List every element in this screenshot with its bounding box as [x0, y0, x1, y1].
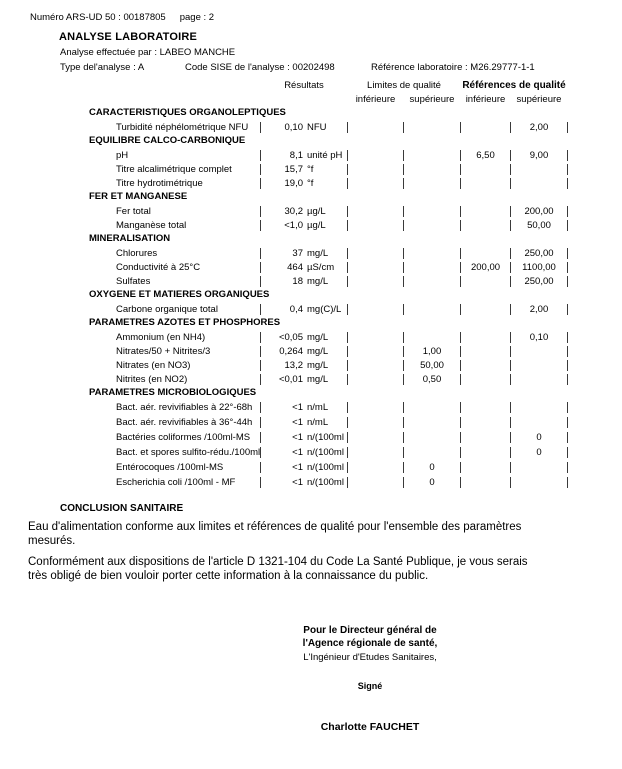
col-header-references: Références de qualité — [462, 80, 566, 91]
result-value: 18 — [292, 275, 303, 287]
column-divider — [460, 360, 461, 371]
section-header: CARACTERISTIQUES ORGANOLEPTIQUES — [89, 107, 286, 118]
table-row — [0, 162, 622, 176]
result-unit: mg/L — [307, 247, 329, 259]
reference-inferior-value: 6,50 — [476, 149, 495, 161]
column-divider — [460, 164, 461, 175]
table-row — [0, 204, 622, 218]
conclusion-p1-line2: mesurés. — [28, 534, 76, 547]
result-unit: µg/L — [307, 219, 326, 231]
column-divider — [403, 432, 404, 443]
result-value: <1 — [292, 402, 303, 413]
column-divider — [460, 332, 461, 343]
table-row — [0, 176, 622, 190]
parameter-label: Nitrates (en NO3) — [116, 359, 191, 371]
section-header: MINERALISATION — [89, 233, 171, 244]
reference-superior-value: 0,10 — [529, 331, 549, 343]
reference-superior-value: 250,00 — [524, 275, 554, 287]
column-divider — [347, 150, 348, 161]
column-divider — [347, 206, 348, 217]
result-value: 19,0 — [284, 177, 303, 189]
column-divider — [510, 402, 511, 413]
column-divider — [567, 206, 568, 217]
references-superior-header: supérieure — [516, 94, 562, 105]
limit-superior-value: 50,00 — [420, 359, 444, 371]
document-number-line — [30, 12, 214, 23]
table-row — [0, 400, 622, 415]
limits-superior-header: supérieure — [409, 94, 455, 105]
conclusion-paragraph-2 — [28, 556, 606, 583]
column-header-row — [0, 80, 622, 91]
column-divider — [403, 150, 404, 161]
sise-code: Code SISE de l'analyse : 00202498 — [185, 62, 335, 73]
page-number: page : 2 — [179, 12, 215, 23]
column-divider — [347, 276, 348, 287]
column-divider — [460, 178, 461, 189]
result-unit: n/(100ml — [307, 432, 344, 443]
column-divider — [347, 178, 348, 189]
parameter-label: Sulfates — [116, 275, 151, 287]
column-divider — [347, 248, 348, 259]
column-divider — [567, 150, 568, 161]
parameter-label: Carbone organique total — [116, 303, 218, 315]
column-divider — [567, 432, 568, 443]
result-unit: unité pH — [307, 149, 343, 161]
result-value: <0,05 — [278, 331, 303, 343]
limit-superior-value: 1,00 — [422, 345, 442, 357]
parameter-label: Entérocoques /100ml-MS — [116, 462, 224, 473]
column-divider — [403, 122, 404, 133]
reference-superior-value: 200,00 — [524, 205, 554, 217]
col-header-results: Résultats — [284, 80, 324, 91]
column-divider — [460, 248, 461, 259]
column-divider — [567, 402, 568, 413]
column-divider — [403, 417, 404, 428]
result-unit: mg/L — [307, 359, 329, 371]
result-unit: mg(C)/L — [307, 303, 342, 315]
parameter-label: Ammonium (en NH4) — [116, 331, 206, 343]
column-divider — [567, 248, 568, 259]
parameter-label: Manganèse total — [116, 219, 187, 231]
column-divider — [403, 164, 404, 175]
table-row — [0, 302, 622, 316]
column-divider — [460, 402, 461, 413]
result-unit: mg/L — [307, 373, 329, 385]
reference-superior-value: 2,00 — [529, 121, 549, 133]
column-divider — [567, 332, 568, 343]
signature-block — [255, 624, 485, 733]
results-table — [0, 106, 622, 490]
conclusion-p1-line1: Eau d'alimentation conforme aux limites et références de qualité pour l'ensemble des paramètres — [28, 521, 522, 533]
result-value: 13,2 — [284, 359, 303, 371]
column-divider — [567, 304, 568, 315]
column-subheader-row — [0, 94, 622, 105]
column-divider — [567, 360, 568, 371]
table-row — [0, 260, 622, 274]
result-value: 464 — [287, 261, 303, 273]
result-unit: mg/L — [307, 331, 329, 343]
result-unit: n/(100ml — [307, 447, 344, 458]
column-divider — [567, 276, 568, 287]
column-divider — [460, 346, 461, 357]
column-divider — [347, 447, 348, 458]
parameter-label: Titre alcalimétrique complet — [116, 163, 232, 175]
column-divider — [347, 262, 348, 273]
table-row — [0, 218, 622, 232]
table-row — [0, 415, 622, 430]
parameter-label: pH — [116, 149, 129, 161]
parameter-label: Titre hydrotimétrique — [116, 177, 203, 189]
result-value: <1 — [292, 447, 303, 458]
result-unit: °f — [307, 163, 314, 175]
result-unit: n/mL — [307, 402, 329, 413]
column-divider — [347, 477, 348, 488]
table-row — [0, 246, 622, 260]
column-divider — [567, 477, 568, 488]
column-divider — [460, 206, 461, 217]
column-divider — [403, 248, 404, 259]
reference-superior-value: 250,00 — [524, 247, 554, 259]
result-value: <1 — [292, 432, 303, 443]
result-unit: µg/L — [307, 205, 326, 217]
column-divider — [567, 178, 568, 189]
column-divider — [403, 332, 404, 343]
column-divider — [510, 477, 511, 488]
parameter-label: Chlorures — [116, 247, 158, 259]
column-divider — [347, 220, 348, 231]
column-divider — [403, 402, 404, 413]
conclusion-heading: CONCLUSION SANITAIRE — [60, 503, 184, 514]
section-header: PARAMETRES AZOTES ET PHOSPHORES — [89, 317, 281, 328]
column-divider — [460, 374, 461, 385]
column-divider — [403, 178, 404, 189]
table-row — [0, 358, 622, 372]
result-unit: n/(100ml — [307, 477, 344, 488]
column-divider — [567, 164, 568, 175]
table-row — [0, 344, 622, 358]
result-value: <0,01 — [278, 373, 303, 385]
result-value: <1 — [292, 462, 303, 473]
result-value: 0,264 — [279, 345, 303, 357]
limit-superior-value: 0 — [429, 477, 435, 488]
report-title: ANALYSE LABORATOIRE — [59, 31, 198, 43]
column-divider — [567, 417, 568, 428]
result-unit: °f — [307, 177, 314, 189]
column-divider — [347, 346, 348, 357]
parameter-label: Fer total — [116, 205, 151, 217]
table-row — [0, 475, 622, 490]
column-divider — [460, 417, 461, 428]
column-divider — [347, 374, 348, 385]
conclusion-p2-line2: très obligé de bien vouloir porter cette information à la connaissance du public. — [28, 569, 429, 582]
column-divider — [460, 447, 461, 458]
result-value: 37 — [292, 247, 303, 259]
column-divider — [460, 432, 461, 443]
reference-superior-value: 50,00 — [527, 219, 551, 231]
table-row — [0, 460, 622, 475]
limits-inferior-header: inférieure — [355, 94, 396, 105]
column-divider — [567, 262, 568, 273]
reference-superior-value: 1100,00 — [522, 261, 556, 273]
result-unit: n/mL — [307, 417, 329, 428]
column-divider — [347, 360, 348, 371]
col-header-limits: Limites de qualité — [367, 80, 441, 91]
column-divider — [460, 220, 461, 231]
parameter-label: Nitrates/50 + Nitrites/3 — [116, 345, 211, 357]
conclusion-p2-line1: Conformément aux dispositions de l'article D 1321-104 du Code La Santé Publique, je vous serais — [28, 556, 528, 568]
column-divider — [510, 360, 511, 371]
reference-superior-value: 9,00 — [529, 149, 549, 161]
column-divider — [510, 346, 511, 357]
column-divider — [460, 304, 461, 315]
column-divider — [347, 164, 348, 175]
column-divider — [347, 122, 348, 133]
signatory-name: Charlotte FAUCHET — [320, 721, 420, 733]
column-divider — [567, 220, 568, 231]
parameter-label: Conductivité à 25°C — [116, 261, 201, 273]
parameter-label: Bactéries coliformes /100ml-MS — [116, 432, 251, 443]
lab-reference: Référence laboratoire : M26.29777-1-1 — [371, 62, 535, 73]
column-divider — [567, 346, 568, 357]
result-unit: NFU — [307, 121, 327, 133]
signature-engineer-title: L'Ingénieur d'Etudes Sanitaires, — [303, 652, 437, 663]
result-value: <1,0 — [284, 219, 303, 231]
limit-superior-value: 0 — [429, 462, 435, 473]
column-divider — [567, 374, 568, 385]
result-unit: n/(100ml — [307, 462, 344, 473]
column-divider — [347, 332, 348, 343]
document-number: Numéro ARS-UD 50 : 00187805 — [30, 12, 166, 23]
parameter-label: Bact. et spores sulfito-rédu./100ml — [116, 447, 261, 458]
table-row — [0, 120, 622, 134]
section-header: FER ET MANGANESE — [89, 191, 188, 202]
column-divider — [460, 477, 461, 488]
reference-superior-value: 2,00 — [529, 303, 549, 315]
reference-superior-value: 0 — [536, 432, 542, 443]
column-divider — [347, 462, 348, 473]
column-divider — [347, 417, 348, 428]
column-divider — [403, 447, 404, 458]
reference-superior-value: 0 — [536, 447, 542, 458]
parameter-label: Turbidité néphélométrique NFU — [116, 121, 249, 133]
section-header: EQUILIBRE CALCO-CARBONIQUE — [89, 135, 246, 146]
result-unit: µS/cm — [307, 261, 335, 273]
result-value: 0,4 — [289, 303, 303, 315]
parameter-label: Escherichia coli /100ml - MF — [116, 477, 236, 488]
column-divider — [347, 304, 348, 315]
result-unit: mg/L — [307, 345, 329, 357]
result-value: 8,1 — [289, 149, 303, 161]
table-row — [0, 148, 622, 162]
parameter-label: Bact. aér. revivifiables à 22°-68h — [116, 402, 253, 413]
reference-inferior-value: 200,00 — [470, 261, 501, 273]
column-divider — [510, 462, 511, 473]
column-divider — [567, 122, 568, 133]
signature-for-line2: l'Agence régionale de santé, — [302, 638, 438, 649]
table-row — [0, 445, 622, 460]
column-divider — [567, 447, 568, 458]
column-divider — [510, 417, 511, 428]
conclusion-paragraph-1 — [28, 521, 606, 548]
column-divider — [403, 262, 404, 273]
analysis-type: Type del'analyse : A — [60, 62, 145, 73]
section-header: PARAMETRES MICROBIOLOGIQUES — [89, 387, 257, 398]
column-divider — [403, 276, 404, 287]
column-divider — [347, 402, 348, 413]
column-divider — [460, 276, 461, 287]
section-header: OXYGENE ET MATIERES ORGANIQUES — [89, 289, 270, 300]
parameter-label: Bact. aér. revivifiables à 36°-44h — [116, 417, 253, 428]
result-value: <1 — [292, 417, 303, 428]
result-value: 30,2 — [284, 205, 303, 217]
result-unit: mg/L — [307, 275, 329, 287]
table-row — [0, 430, 622, 445]
column-divider — [460, 122, 461, 133]
table-row — [0, 274, 622, 288]
column-divider — [403, 220, 404, 231]
result-value: 15,7 — [284, 163, 303, 175]
column-divider — [347, 432, 348, 443]
signed-label: Signé — [357, 681, 383, 691]
column-divider — [510, 374, 511, 385]
column-divider — [510, 178, 511, 189]
column-divider — [403, 304, 404, 315]
column-divider — [567, 462, 568, 473]
column-divider — [403, 206, 404, 217]
result-value: <1 — [292, 477, 303, 488]
references-inferior-header: inférieure — [465, 94, 506, 105]
limit-superior-value: 0,50 — [422, 373, 442, 385]
parameter-label: Nitrites (en NO2) — [116, 373, 188, 385]
result-value: 0,10 — [284, 121, 303, 133]
column-divider — [460, 462, 461, 473]
signature-for-line1: Pour le Directeur général de — [303, 625, 437, 636]
column-divider — [510, 164, 511, 175]
table-row — [0, 330, 622, 344]
performed-by-line: Analyse effectuée par : LABEO MANCHE — [60, 47, 236, 58]
table-row — [0, 372, 622, 386]
